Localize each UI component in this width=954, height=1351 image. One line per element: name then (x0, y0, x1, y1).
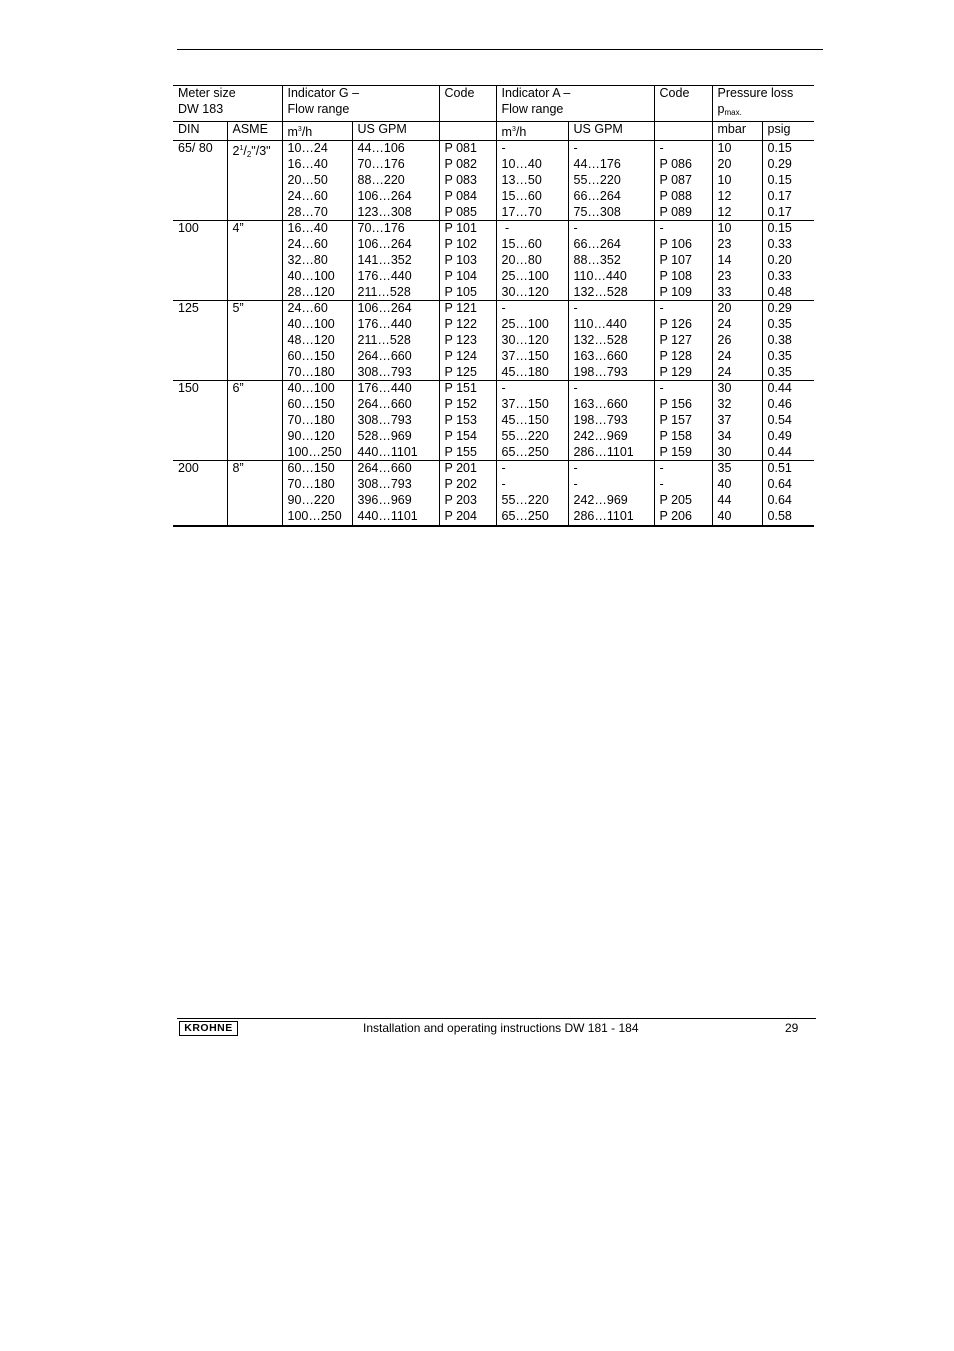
g-code-value: P 201 (444, 461, 477, 476)
psig-value: 0.64 (767, 477, 792, 492)
g-m3h-value: 60…150 (287, 461, 335, 476)
footer-rule (177, 1018, 816, 1019)
a-m3h-value: 30…120 (501, 332, 549, 347)
p-symbol: p (717, 101, 725, 116)
g-m3h-value: 90…120 (287, 428, 335, 443)
g-code-value: P 151 (444, 381, 477, 396)
table-row (173, 141, 814, 221)
g-usgpm-value: 308…793 (357, 477, 412, 492)
table-row (173, 461, 814, 526)
code-g-header: Code (439, 86, 496, 122)
mbar-value: 24 (717, 317, 732, 332)
g-usgpm-value: 440…1101 (357, 508, 418, 523)
a-m3h-cell (496, 221, 568, 301)
psig-cell (762, 141, 814, 221)
asme-part: 2 (232, 144, 240, 159)
a-code-value: P 088 (659, 188, 692, 203)
g-m3h-value: 16…40 (287, 157, 328, 172)
psig-header: psig (762, 121, 814, 141)
a-code-value: P 086 (659, 157, 692, 172)
g-m3h-value: 28…70 (287, 204, 328, 219)
mbar-value: 40 (717, 477, 732, 492)
psig-cell (762, 221, 814, 301)
a-m3h-value: 10…40 (501, 157, 542, 172)
asme-cell: 8” (227, 461, 282, 526)
mbar-value: 20 (717, 301, 732, 316)
psig-value: 0.51 (767, 461, 792, 476)
a-code-value: P 156 (659, 397, 692, 412)
psig-cell (762, 301, 814, 381)
g-code-value: P 153 (444, 412, 477, 427)
a-m3h-sup: 3 (511, 125, 516, 133)
psig-value: 0.29 (767, 157, 792, 172)
g-m3h-value: 90…220 (287, 492, 335, 507)
asme-part: "/3" (251, 144, 271, 159)
a-usgpm-value: - (573, 141, 578, 156)
krohne-logo: KROHNE (179, 1021, 238, 1036)
a-code-value: P 205 (659, 492, 692, 507)
a-m3h-value: 65…250 (501, 444, 549, 459)
g-m3h-value: 100…250 (287, 508, 342, 523)
psig-value: 0.58 (767, 508, 792, 523)
psig-value: 0.38 (767, 332, 792, 347)
g-code-value: P 101 (444, 221, 477, 236)
a-m3h-value: 30…120 (501, 284, 549, 299)
g-m3h-value: 24…60 (287, 237, 328, 252)
mbar-cell (712, 301, 762, 381)
mbar-header: mbar (712, 121, 762, 141)
g-code-value: P 154 (444, 428, 477, 443)
g-usgpm-header: US GPM (352, 121, 439, 141)
g-usgpm-value: 440…1101 (357, 444, 418, 459)
g-m3h-cell (282, 381, 352, 461)
g-usgpm-value: 106…264 (357, 237, 412, 252)
g-code-cell (439, 301, 496, 381)
psig-value: 0.49 (767, 428, 792, 443)
g-code-value: P 082 (444, 157, 477, 172)
indicator-g-header (282, 86, 439, 122)
mbar-cell (712, 381, 762, 461)
top-rule (177, 49, 823, 50)
a-usgpm-value: 55…220 (573, 172, 621, 187)
g-m3h-value: 20…50 (287, 172, 328, 187)
a-m3h-value: 45…150 (501, 412, 549, 427)
g-code-cell (439, 461, 496, 526)
a-m3h-value: - (501, 477, 506, 492)
g-usgpm-value: 88…220 (357, 172, 405, 187)
g-m3h-value: 70…180 (287, 477, 335, 492)
a-code-empty (654, 121, 712, 141)
g-usgpm-cell (352, 381, 439, 461)
asme-cell: 5” (227, 301, 282, 381)
g-code-value: P 103 (444, 252, 477, 267)
a-usgpm-value: 198…793 (573, 412, 628, 427)
a-usgpm-value: 44…176 (573, 157, 621, 172)
g-usgpm-value: 176…440 (357, 381, 412, 396)
psig-value: 0.46 (767, 397, 792, 412)
mbar-value: 20 (717, 157, 732, 172)
mbar-value: 44 (717, 492, 732, 507)
mbar-value: 24 (717, 348, 732, 363)
g-code-value: P 102 (444, 237, 477, 252)
a-usgpm-value: 286…1101 (573, 444, 634, 459)
din-cell: 125 (173, 301, 227, 381)
a-usgpm-value: 198…793 (573, 364, 628, 379)
a-code-value: P 206 (659, 508, 692, 523)
g-usgpm-value: 176…440 (357, 268, 412, 283)
a-code-value: P 108 (659, 268, 692, 283)
g-usgpm-value: 264…660 (357, 348, 412, 363)
table-row (173, 301, 814, 381)
g-code-value: P 081 (444, 141, 477, 156)
g-code-value: P 105 (444, 284, 477, 299)
g-m3h-value: 60…150 (287, 348, 335, 363)
asme-cell: 4” (227, 221, 282, 301)
a-code-value: P 127 (659, 332, 692, 347)
g-m3h-value: 100…250 (287, 444, 342, 459)
g-code-value: P 152 (444, 397, 477, 412)
psig-value: 0.35 (767, 348, 792, 363)
a-code-value: P 126 (659, 317, 692, 332)
table-row (173, 221, 814, 301)
a-m3h-base: m (501, 124, 512, 139)
a-code-cell (654, 221, 712, 301)
a-m3h-value: 37…150 (501, 348, 549, 363)
a-usgpm-value: - (573, 381, 578, 396)
a-usgpm-cell (568, 301, 654, 381)
a-m3h-header (496, 121, 568, 141)
a-usgpm-value: 163…660 (573, 397, 628, 412)
a-code-value: P 106 (659, 237, 692, 252)
flow-range-g-label: Flow range (287, 101, 350, 116)
g-code-value: P 125 (444, 364, 477, 379)
asme-part: / (243, 144, 247, 159)
psig-value: 0.17 (767, 204, 792, 219)
a-m3h-value: 15…60 (501, 188, 542, 203)
a-usgpm-value: 242…969 (573, 428, 628, 443)
mbar-value: 10 (717, 221, 732, 236)
g-m3h-value: 40…100 (287, 268, 335, 283)
a-code-value: - (659, 381, 664, 396)
a-usgpm-value: 163…660 (573, 348, 628, 363)
g-code-value: P 202 (444, 477, 477, 492)
a-usgpm-value: - (573, 301, 578, 316)
a-code-value: P 129 (659, 364, 692, 379)
a-code-value: P 089 (659, 204, 692, 219)
mbar-value: 24 (717, 364, 732, 379)
g-code-cell (439, 141, 496, 221)
g-usgpm-cell (352, 141, 439, 221)
mbar-cell (712, 461, 762, 526)
asme-part: 1 (239, 145, 244, 153)
g-usgpm-cell (352, 301, 439, 381)
mbar-value: 10 (717, 141, 732, 156)
g-m3h-sup: 3 (297, 125, 302, 133)
indicator-a-header (496, 86, 654, 122)
a-usgpm-header: US GPM (568, 121, 654, 141)
a-usgpm-value: - (573, 221, 578, 236)
g-code-empty (439, 121, 496, 141)
a-code-cell (654, 381, 712, 461)
g-m3h-cell (282, 461, 352, 526)
meter-size-header (173, 86, 282, 122)
mbar-value: 37 (717, 412, 732, 427)
mbar-value: 34 (717, 428, 732, 443)
g-m3h-base: m (287, 124, 298, 139)
g-code-value: P 155 (444, 444, 477, 459)
g-m3h-value: 16…40 (287, 221, 328, 236)
asme-header: ASME (227, 121, 282, 141)
g-usgpm-cell (352, 221, 439, 301)
mbar-value: 26 (717, 332, 732, 347)
g-code-value: P 104 (444, 268, 477, 283)
a-code-value: P 107 (659, 252, 692, 267)
asme-part: 2 (246, 150, 252, 160)
g-code-value: P 121 (444, 301, 477, 316)
g-code-value: P 085 (444, 204, 477, 219)
a-code-value: - (659, 301, 664, 316)
g-usgpm-value: 141…352 (357, 252, 412, 267)
asme-cell (227, 141, 282, 221)
flow-range-a-label: Flow range (501, 101, 564, 116)
mbar-value: 40 (717, 508, 732, 523)
meter-model-label: DW 183 (178, 101, 224, 116)
a-code-cell (654, 301, 712, 381)
mbar-cell (712, 221, 762, 301)
mbar-value: 30 (717, 444, 732, 459)
a-usgpm-value: 286…1101 (573, 508, 634, 523)
a-m3h-cell (496, 301, 568, 381)
page-number: 29 (785, 1021, 799, 1035)
psig-value: 0.35 (767, 317, 792, 332)
g-code-cell (439, 221, 496, 301)
a-m3h-value: 55…220 (501, 492, 549, 507)
g-usgpm-value: 264…660 (357, 397, 412, 412)
a-code-value: P 087 (659, 172, 692, 187)
g-usgpm-value: 123…308 (357, 204, 412, 219)
a-m3h-cell (496, 141, 568, 221)
a-code-value: P 128 (659, 348, 692, 363)
a-code-value: P 109 (659, 284, 692, 299)
psig-value: 0.44 (767, 444, 792, 459)
psig-value: 0.15 (767, 221, 792, 236)
a-usgpm-cell (568, 461, 654, 526)
mbar-value: 35 (717, 461, 732, 476)
a-m3h-rest: /h (515, 124, 527, 139)
psig-value: 0.20 (767, 252, 792, 267)
g-m3h-rest: /h (301, 124, 313, 139)
pressure-loss-label: Pressure loss (717, 86, 794, 100)
asme-cell: 6” (227, 381, 282, 461)
g-usgpm-value: 308…793 (357, 412, 412, 427)
footer-title: Installation and operating instructions DW 181 - 184 (363, 1021, 639, 1035)
indicator-a-label: Indicator A – (501, 86, 571, 100)
psig-value: 0.64 (767, 492, 792, 507)
a-code-value: - (659, 221, 664, 236)
a-code-value: P 157 (659, 412, 692, 427)
g-usgpm-value: 70…176 (357, 157, 405, 172)
a-m3h-cell (496, 461, 568, 526)
g-m3h-value: 48…120 (287, 332, 335, 347)
a-usgpm-value: - (573, 477, 578, 492)
psig-value: 0.54 (767, 412, 792, 427)
p-max-subscript: max. (724, 107, 742, 117)
a-usgpm-value: 66…264 (573, 188, 621, 203)
g-code-cell (439, 381, 496, 461)
mbar-value: 12 (717, 188, 732, 203)
a-m3h-value: 25…100 (501, 317, 549, 332)
a-usgpm-value: 66…264 (573, 237, 621, 252)
psig-value: 0.15 (767, 172, 792, 187)
din-cell: 150 (173, 381, 227, 461)
header-row-2 (173, 121, 814, 141)
psig-value: 0.35 (767, 364, 792, 379)
g-m3h-cell (282, 141, 352, 221)
a-code-value: P 159 (659, 444, 692, 459)
a-code-value: P 158 (659, 428, 692, 443)
g-code-value: P 084 (444, 188, 477, 203)
g-usgpm-value: 44…106 (357, 141, 405, 156)
a-code-value: - (659, 141, 664, 156)
header-row-1 (173, 86, 814, 122)
a-m3h-value: - (501, 381, 506, 396)
g-m3h-value: 40…100 (287, 381, 335, 396)
pressure-loss-header (712, 86, 814, 122)
din-cell: 100 (173, 221, 227, 301)
psig-value: 0.15 (767, 141, 792, 156)
g-m3h-value: 24…60 (287, 188, 328, 203)
a-usgpm-value: 88…352 (573, 252, 621, 267)
g-code-value: P 122 (444, 317, 477, 332)
psig-value: 0.17 (767, 188, 792, 203)
g-code-value: P 123 (444, 332, 477, 347)
g-m3h-value: 40…100 (287, 317, 335, 332)
a-code-value: - (659, 461, 664, 476)
mbar-value: 32 (717, 397, 732, 412)
a-m3h-value: 55…220 (501, 428, 549, 443)
a-m3h-value: 13…50 (501, 172, 542, 187)
a-code-cell (654, 141, 712, 221)
a-usgpm-cell (568, 221, 654, 301)
g-m3h-header (282, 121, 352, 141)
psig-value: 0.48 (767, 284, 792, 299)
g-usgpm-value: 528…969 (357, 428, 412, 443)
p-max-label (718, 102, 815, 121)
a-m3h-value: - (501, 221, 510, 236)
g-code-value: P 204 (444, 508, 477, 523)
a-m3h-value: - (501, 461, 506, 476)
g-m3h-value: 70…180 (287, 364, 335, 379)
g-m3h-value: 70…180 (287, 412, 335, 427)
a-usgpm-value: 110…440 (573, 317, 627, 332)
a-usgpm-cell (568, 141, 654, 221)
psig-value: 0.33 (767, 268, 792, 283)
g-usgpm-value: 264…660 (357, 461, 412, 476)
g-usgpm-value: 70…176 (357, 221, 405, 236)
g-m3h-value: 24…60 (287, 301, 328, 316)
g-usgpm-value: 106…264 (357, 301, 412, 316)
g-code-value: P 083 (444, 172, 477, 187)
g-code-value: P 203 (444, 492, 477, 507)
psig-value: 0.44 (767, 381, 792, 396)
din-cell: 200 (173, 461, 227, 526)
g-usgpm-value: 396…969 (357, 492, 412, 507)
mbar-value: 14 (717, 252, 732, 267)
a-usgpm-cell (568, 381, 654, 461)
g-usgpm-value: 176…440 (357, 317, 412, 332)
meter-size-label: Meter size (178, 86, 236, 100)
a-usgpm-value: 75…308 (573, 204, 621, 219)
g-code-value: P 124 (444, 348, 477, 363)
a-usgpm-value: 132…528 (573, 332, 628, 347)
mbar-value: 12 (717, 204, 732, 219)
mbar-cell (712, 141, 762, 221)
g-m3h-value: 32…80 (287, 252, 328, 267)
a-m3h-value: 20…80 (501, 252, 542, 267)
g-m3h-value: 28…120 (287, 284, 335, 299)
a-usgpm-value: - (573, 461, 578, 476)
a-usgpm-value: 132…528 (573, 284, 628, 299)
psig-value: 0.29 (767, 301, 792, 316)
a-m3h-value: - (501, 301, 506, 316)
a-m3h-value: 37…150 (501, 397, 549, 412)
mbar-value: 23 (717, 268, 732, 283)
g-usgpm-value: 106…264 (357, 188, 412, 203)
g-usgpm-value: 211…528 (357, 284, 411, 299)
din-cell: 65/ 80 (173, 141, 227, 221)
g-usgpm-value: 211…528 (357, 332, 411, 347)
a-usgpm-value: 110…440 (573, 268, 627, 283)
mbar-value: 10 (717, 172, 732, 187)
mbar-value: 33 (717, 284, 732, 299)
indicator-g-label: Indicator G – (287, 86, 360, 100)
a-m3h-value: - (501, 141, 506, 156)
din-header: DIN (173, 121, 227, 141)
psig-cell (762, 381, 814, 461)
mbar-value: 23 (717, 237, 732, 252)
mbar-value: 30 (717, 381, 732, 396)
psig-cell (762, 461, 814, 526)
g-m3h-value: 60…150 (287, 397, 335, 412)
g-usgpm-value: 308…793 (357, 364, 412, 379)
psig-value: 0.33 (767, 237, 792, 252)
a-m3h-value: 25…100 (501, 268, 549, 283)
a-m3h-cell (496, 381, 568, 461)
g-m3h-value: 10…24 (287, 141, 328, 156)
table-row (173, 381, 814, 461)
flow-range-table (173, 85, 814, 527)
code-a-header: Code (654, 86, 712, 122)
g-m3h-cell (282, 301, 352, 381)
a-code-cell (654, 461, 712, 526)
a-usgpm-value: 242…969 (573, 492, 628, 507)
g-m3h-cell (282, 221, 352, 301)
a-m3h-value: 65…250 (501, 508, 549, 523)
a-m3h-value: 17…70 (501, 204, 542, 219)
a-code-value: - (659, 477, 664, 492)
a-m3h-value: 45…180 (501, 364, 549, 379)
a-m3h-value: 15…60 (501, 237, 542, 252)
g-usgpm-cell (352, 461, 439, 526)
